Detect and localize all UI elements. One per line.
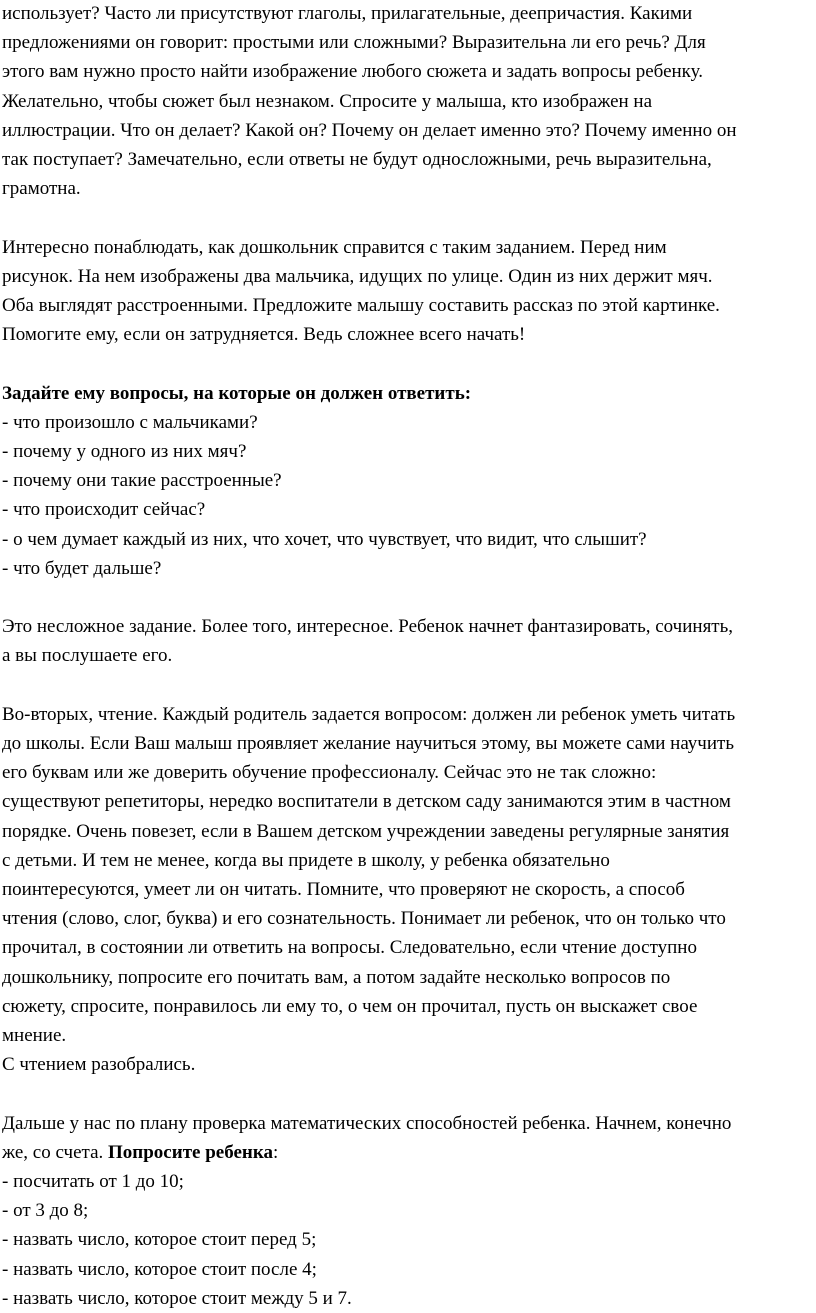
- text-line: поинтересуются, умеет ли он читать. Помните, что проверяют не скорость, а способ: [2, 879, 685, 901]
- paragraph-easy-task: [2, 612, 816, 670]
- list-item: - назвать число, которое стоит после 4;: [2, 1258, 317, 1280]
- text-fragment: :: [273, 1141, 279, 1163]
- bold-phrase: Попросите ребенка: [108, 1141, 273, 1163]
- text-line: иллюстрации. Что он делает? Какой он? Почему он делает именно это? Почему именно он: [2, 119, 737, 141]
- text-line: его буквам или же доверить обучение профессионалу. Сейчас это не так сложно:: [2, 762, 657, 784]
- paragraph-gap: [2, 349, 816, 378]
- list-item: - почему у одного из них мяч?: [2, 441, 247, 463]
- text-line: прочитал, в состоянии ли ответить на вопросы. Следовательно, если чтение доступно: [2, 937, 697, 959]
- text-line: Это несложное задание. Более того, интересное. Ребенок начнет фантазировать, сочинять,: [2, 616, 734, 638]
- list-item: - назвать число, которое стоит между 5 и 7.: [2, 1287, 352, 1309]
- text-line: Интересно понаблюдать, как дошкольник справится с таким заданием. Перед ним: [2, 236, 667, 258]
- text-line: чтения (слово, слог, буква) и его сознательность. Понимает ли ребенок, что он только что: [2, 908, 726, 930]
- questions-heading: Задайте ему вопросы, на которые он должен ответить:: [2, 382, 472, 404]
- math-section: [2, 1109, 816, 1313]
- text-line: а вы послушаете его.: [2, 645, 173, 667]
- paragraph-gap: [2, 203, 816, 232]
- text-line: Во-вторых, чтение. Каждый родитель задается вопросом: должен ли ребенок уметь читать: [2, 703, 736, 725]
- text-fragment: же, со счета.: [2, 1141, 109, 1163]
- text-line: сюжету, спросите, понравилось ли ему то, о чем он прочитал, пусть он выскажет свое: [2, 995, 698, 1017]
- paragraph-speech-assessment: [2, 0, 816, 203]
- text-line: до школы. Если Ваш малыш проявляет желание научиться этому, вы можете сами научить: [2, 733, 734, 755]
- paragraph-gap: [2, 1079, 816, 1108]
- paragraph-reading: [2, 700, 816, 1080]
- list-item: - что будет дальше?: [2, 557, 162, 579]
- questions-section: [2, 379, 816, 583]
- text-line: С чтением разобрались.: [2, 1054, 196, 1076]
- list-item: - от 3 до 8;: [2, 1200, 89, 1222]
- list-item: - посчитать от 1 до 10;: [2, 1171, 184, 1193]
- list-item: - что произошло с мальчиками?: [2, 411, 258, 433]
- text-line: порядке. Очень повезет, если в Вашем детском учреждении заведены регулярные занятия: [2, 820, 730, 842]
- text-line: рисунок. На нем изображены два мальчика, идущих по улице. Один из них держит мяч.: [2, 265, 713, 287]
- text-line: дошкольнику, попросите его почитать вам, а потом задайте несколько вопросов по: [2, 966, 671, 988]
- text-line: существуют репетиторы, нередко воспитатели в детском саду занимаются этим в частном: [2, 791, 731, 813]
- list-item: - назвать число, которое стоит перед 5;: [2, 1229, 317, 1251]
- text-line: предложениями он говорит: простыми или сложными? Выразительна ли его речь? Для: [2, 32, 706, 54]
- text-line: использует? Часто ли присутствуют глаголы, прилагательные, деепричастия. Какими: [2, 3, 693, 24]
- list-item: - что происходит сейчас?: [2, 499, 206, 521]
- paragraph-picture-task: [2, 233, 816, 350]
- paragraph-gap: [2, 671, 816, 700]
- text-line: Желательно, чтобы сюжет был незнаком. Спросите у малыша, кто изображен на: [2, 90, 653, 112]
- text-line: [2, 1138, 816, 1167]
- text-line: Дальше у нас по плану проверка математических способностей ребенка. Начнем, конечно: [2, 1112, 732, 1134]
- list-item: - почему они такие расстроенные?: [2, 470, 282, 492]
- paragraph-gap: [2, 583, 816, 612]
- text-line: этого вам нужно просто найти изображение любого сюжета и задать вопросы ребенку.: [2, 61, 703, 83]
- text-line: Оба выглядят расстроенными. Предложите малышу составить рассказ по этой картинке.: [2, 295, 720, 317]
- text-line: так поступает? Замечательно, если ответы не будут односложными, речь выразительна,: [2, 149, 712, 171]
- list-item: - о чем думает каждый из них, что хочет, что чувствует, что видит, что слышит?: [2, 528, 647, 550]
- text-line: Помогите ему, если он затрудняется. Ведь сложнее всего начать!: [2, 324, 526, 346]
- text-line: с детьми. И тем не менее, когда вы придете в школу, у ребенка обязательно: [2, 849, 610, 871]
- text-line: мнение.: [2, 1025, 67, 1047]
- text-line: грамотна.: [2, 178, 81, 200]
